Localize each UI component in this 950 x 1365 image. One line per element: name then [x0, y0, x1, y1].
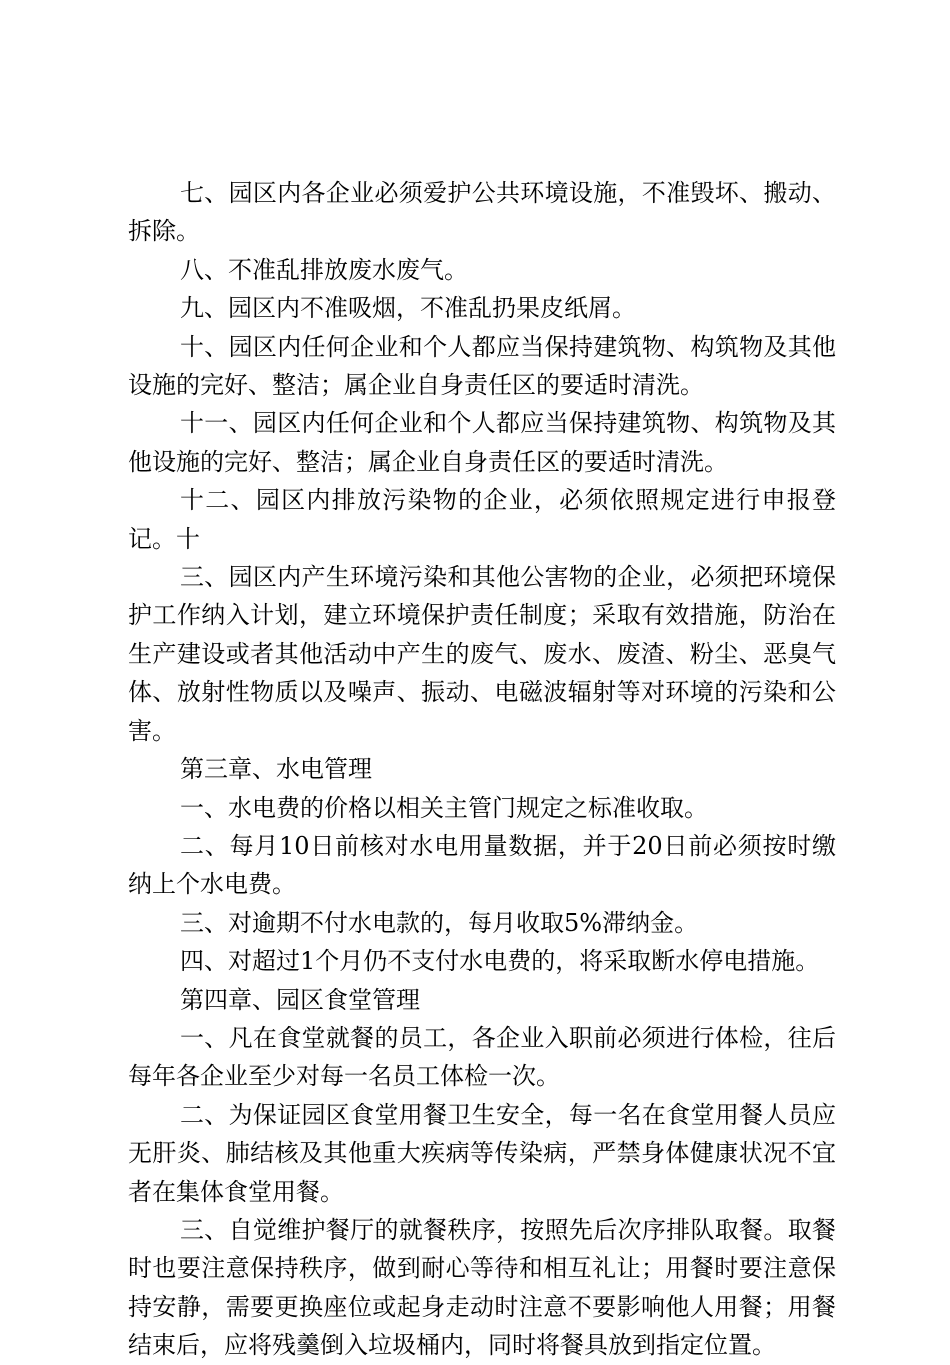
paragraph-rule-11: 十一、园区内任何企业和个人都应当保持建筑物、构筑物及其他设施的完好、整洁；属企业自身责任区的要适时清洗。 — [128, 409, 836, 476]
chapter-heading-water-electricity: 第三章、水电管理 — [180, 755, 372, 784]
paragraph-rule-8: 八、不准乱排放废水废气。 — [180, 255, 468, 284]
paragraph-rule-12: 十二、园区内排放污染物的企业，必须依照规定进行申报登记。十 — [128, 486, 836, 553]
paragraph-utility-2: 二、每月10日前核对水电用量数据，并于20日前必须按时缴纳上个水电费。 — [128, 831, 836, 899]
paragraph-rule-9: 九、园区内不准吸烟，不准乱扔果皮纸屑。 — [180, 294, 636, 323]
paragraph-canteen-2: 二、为保证园区食堂用餐卫生安全，每一名在食堂用餐人员应无肝炎、肺结核及其他重大疾病等传染病，严禁身体健康状况不宜者在集体食堂用餐。 — [128, 1100, 836, 1206]
paragraph-utility-1: 一、水电费的价格以相关主管门规定之标准收取。 — [180, 793, 708, 822]
chapter-heading-canteen: 第四章、园区食堂管理 — [180, 985, 420, 1014]
paragraph-utility-3: 三、对逾期不付水电款的，每月收取5%滞纳金。 — [180, 908, 699, 937]
paragraph-rule-13: 三、园区内产生环境污染和其他公害物的企业，必须把环境保护工作纳入计划，建立环境保护责任制度；采取有效措施，防治在生产建设或者其他活动中产生的废气、废水、废渣、粉尘、恶臭气体、放射性物质以及噪声、振动、电磁波辐射等对环境的污染和公害。 — [128, 563, 836, 745]
paragraph-canteen-3: 三、自觉维护餐厅的就餐秩序，按照先后次序排队取餐。取餐时也要注意保持秩序，做到耐心等待和相互礼让；用餐时要注意保持安静，需要更换座位或起身走动时注意不要影响他人用餐；用餐结束后，应将残羹倒入垃圾桶内，同时将餐具放到指定位置。 — [128, 1215, 836, 1360]
paragraph-rule-7: 七、园区内各企业必须爱护公共环境设施，不准毁坏、搬动、拆除。 — [128, 179, 836, 246]
paragraph-utility-4: 四、对超过1个月仍不支付水电费的，将采取断水停电措施。 — [180, 947, 820, 976]
paragraph-canteen-1: 一、凡在食堂就餐的员工，各企业入职前必须进行体检，往后每年各企业至少对每一名员工体检一次。 — [128, 1023, 836, 1091]
document-page — [128, 174, 836, 1365]
paragraph-rule-10: 十、园区内任何企业和个人都应当保持建筑物、构筑物及其他设施的完好、整洁；属企业自身责任区的要适时清洗。 — [128, 332, 836, 400]
